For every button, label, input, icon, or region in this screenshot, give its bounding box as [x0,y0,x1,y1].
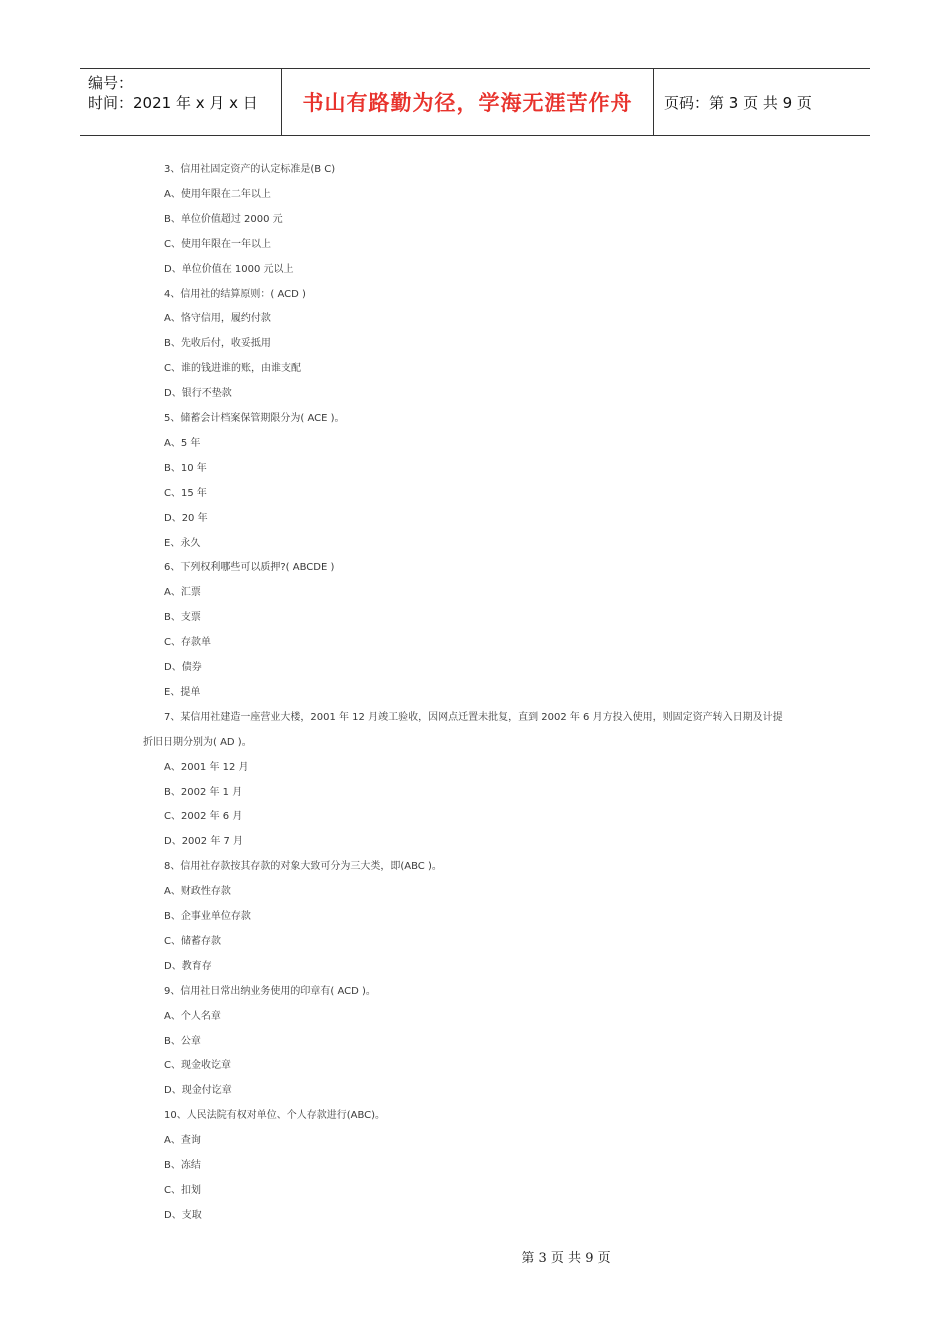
text-line: A、使用年限在二年以上 [164,188,271,200]
text-line: A、5 年 [164,437,201,449]
text-line: D、支取 [164,1209,202,1221]
question-stem: 10、人民法院有权对单位、个人存款进行(ABC)。 [164,1110,386,1122]
text-line: A、恪守信用，履约付款 [164,313,271,325]
text-line: C、15 年 [164,487,207,499]
text-line: A、查询 [164,1135,201,1147]
text-line: C、现金收讫章 [164,1060,231,1072]
text-line: D、银行不垫款 [164,388,232,400]
text-line: D、20 年 [164,512,208,524]
text-line: A、2001 年 12 月 [164,761,249,773]
text-line: C、扣划 [164,1184,201,1196]
text-line: B、企事业单位存款 [164,911,251,922]
question-stem: 8、信用社存款按其存款的对象大致可分为三大类，即(ABC )。 [164,861,442,873]
code-label: 编号： [88,74,134,92]
text-line: D、债券 [164,662,202,673]
text-line: C、使用年限在一年以上 [164,238,271,250]
question-stem: 7、某信用社建造一座营业大楼，2001 年 12 月竣工验收，因网点迁置未批复，直到 2002 年 6 月方投入使用，则固定资产转入日期及计提 [164,711,783,723]
text-line: 折旧日期分别为( AD )。 [143,736,252,748]
question-stem: 3、信用社固定资产的认定标准是(B C) [164,164,336,175]
header-info [80,69,281,135]
text-line: A、汇票 [164,587,201,599]
text-line: B、10 年 [164,462,207,474]
text-line: C、存款单 [164,637,211,649]
question-stem: 5、储蓄会计档案保管期限分为( ACE )。 [164,413,345,424]
text-line: B、先收后付，收妥抵用 [164,338,271,350]
text-line: B、支票 [164,612,201,624]
text-line: B、2002 年 1 月 [164,786,243,798]
text-line: D、现金付讫章 [164,1085,232,1097]
time-label: 时间：2021 年 x 月 x 日 [88,94,258,112]
question-stem: 9、信用社日常出纳业务使用的印章有( ACD )。 [164,985,376,997]
header-page-number: 页码：第 3 页 共 9 页 [664,93,812,112]
question-stem: 4、信用社的结算原则：( ACD ) [164,288,306,300]
page-header [80,68,870,136]
text-line: C、2002 年 6 月 [164,811,243,823]
text-line: A、财政性存款 [164,886,231,898]
text-line: B、冻结 [164,1160,201,1171]
text-line: B、单位价值超过 2000 元 [164,213,283,225]
header-motto: 书山有路勤为径，学海无涯苦作舟 [281,69,654,135]
text-line: D、2002 年 7 月 [164,836,244,848]
text-line: D、单位价值在 1000 元以上 [164,263,294,275]
text-line: B、公章 [164,1035,201,1047]
page-footer: 第 3 页 共 9 页 [521,1251,611,1266]
text-line: C、储蓄存款 [164,935,221,947]
text-line: A、个人名章 [164,1010,221,1022]
text-line: E、永久 [164,537,201,549]
text-line: D、教育存 [164,960,212,972]
question-stem: 6、下列权利哪些可以质押?( ABCDE ) [164,562,335,574]
text-line: C、谁的钱进谁的账，由谁支配 [164,363,301,375]
text-line: E、提单 [164,686,201,698]
